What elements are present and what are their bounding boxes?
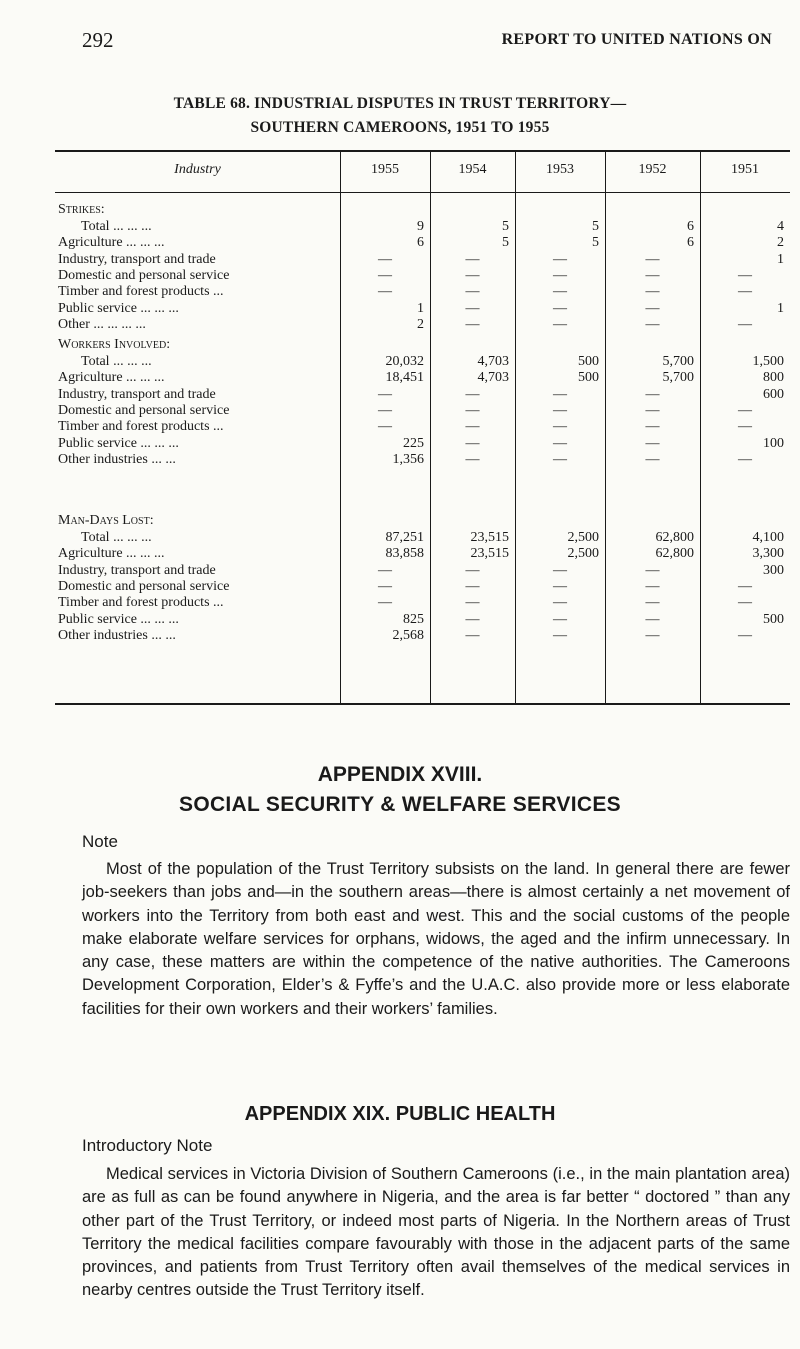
- table-cell: —: [645, 300, 660, 316]
- table-cell: 1: [777, 300, 784, 316]
- table-cell: —: [553, 435, 567, 451]
- table-cell: —: [738, 316, 752, 332]
- row-label: Industry, transport and trade: [58, 386, 216, 402]
- table-cell: 6: [687, 235, 694, 251]
- row-label: Other ... ... ... ...: [58, 316, 146, 332]
- table-row: [55, 419, 790, 435]
- table-cell: —: [738, 419, 752, 435]
- row-label: Agriculture ... ... ...: [58, 235, 165, 251]
- row-label: Industry, transport and trade: [58, 562, 216, 578]
- table-cell: —: [378, 386, 392, 402]
- table-row: [55, 452, 790, 468]
- table-cell: —: [378, 402, 392, 418]
- page-header: [82, 28, 772, 58]
- table-cell: 23,515: [470, 530, 509, 545]
- row-label: Total ... ... ...: [81, 530, 152, 545]
- table-cell: —: [738, 451, 752, 467]
- row-label: Domestic and personal service: [58, 267, 230, 283]
- appendix-18-note-heading: Note: [82, 832, 118, 851]
- table-title-line-1: TABLE 68. INDUSTRIAL DISPUTES IN TRUST TERRITORY—: [173, 95, 627, 112]
- table-cell: —: [465, 316, 480, 332]
- table-row: [55, 301, 790, 317]
- table-row: [55, 268, 790, 284]
- table-cell: —: [645, 451, 660, 467]
- table-cell: —: [645, 562, 660, 578]
- table-cell: —: [378, 419, 392, 435]
- row-label: Agriculture ... ... ...: [58, 546, 165, 562]
- table-row: [55, 579, 790, 595]
- table-cell: —: [465, 402, 480, 418]
- table-cell: —: [553, 578, 567, 594]
- table-cell: —: [645, 316, 660, 332]
- table-cell: —: [645, 627, 660, 643]
- row-label: Domestic and personal service: [58, 578, 230, 594]
- table-cell: 1,500: [752, 354, 784, 369]
- table-cell: —: [553, 300, 567, 316]
- table-cell: —: [645, 284, 660, 300]
- column-header-year: 1955: [371, 162, 399, 177]
- table-cell: —: [465, 419, 480, 435]
- table-row: [55, 403, 790, 419]
- table-cell: 825: [403, 611, 424, 627]
- table-cell: —: [553, 251, 567, 267]
- table-row: [55, 612, 790, 628]
- table-cell: 4,703: [477, 354, 509, 369]
- table-cell: —: [738, 267, 752, 283]
- page-number: 292: [82, 28, 114, 52]
- table-title-line-2: SOUTHERN CAMEROONS, 1951 TO 1955: [250, 119, 550, 136]
- table-cell: —: [465, 562, 480, 578]
- table-cell: 500: [763, 611, 784, 627]
- table-row: [55, 235, 790, 251]
- table-cell: —: [553, 267, 567, 283]
- table-cell: —: [465, 595, 480, 611]
- table-cell: 5: [592, 219, 599, 234]
- table-cell: —: [553, 562, 567, 578]
- table-cell: —: [645, 267, 660, 283]
- table-cell: —: [553, 595, 567, 611]
- table-row: [55, 252, 790, 268]
- column-header-year: 1953: [546, 162, 574, 177]
- table-cell: 4,703: [477, 370, 509, 386]
- table-cell: —: [553, 402, 567, 418]
- table-cell: 2,500: [567, 530, 599, 545]
- table-row: [55, 370, 790, 386]
- table-cell: —: [465, 267, 480, 283]
- table-cell: 6: [687, 219, 694, 234]
- table-cell: —: [645, 251, 660, 267]
- section-heading: Workers Involved:: [58, 337, 171, 352]
- appendix-19-title: APPENDIX XIX. PUBLIC HEALTH: [244, 1103, 556, 1125]
- table-row: [55, 546, 790, 562]
- table-cell: —: [738, 595, 752, 611]
- table-cell: —: [465, 386, 480, 402]
- row-label: Domestic and personal service: [58, 402, 230, 418]
- column-header-year: 1951: [731, 162, 759, 177]
- table-cell: 500: [578, 370, 599, 386]
- table-row: [55, 317, 790, 333]
- table-cell: 62,800: [655, 530, 694, 545]
- table-row: [55, 387, 790, 403]
- section-heading: Strikes:: [58, 202, 105, 217]
- appendix-18-subtitle: SOCIAL SECURITY & WELFARE SERVICES: [179, 793, 621, 816]
- table-cell: —: [645, 419, 660, 435]
- table-cell: —: [465, 578, 480, 594]
- table-cell: 5: [502, 219, 509, 234]
- table-cell: —: [465, 627, 480, 643]
- table-cell: —: [645, 386, 660, 402]
- table-cell: 2: [777, 235, 784, 251]
- table-cell: 800: [763, 370, 784, 386]
- table-cell: 20,032: [385, 354, 424, 369]
- section-heading: Man-Days Lost:: [58, 513, 154, 528]
- table-cell: 1,356: [392, 451, 424, 467]
- table-cell: —: [553, 611, 567, 627]
- table-cell: 87,251: [385, 530, 424, 545]
- table-cell: 62,800: [655, 546, 694, 562]
- table-cell: 2,568: [392, 627, 424, 643]
- table-cell: 2,500: [567, 546, 599, 562]
- table-cell: 5,700: [662, 354, 694, 369]
- table-cell: 23,515: [470, 546, 509, 562]
- table-cell: 1: [417, 300, 424, 316]
- table-cell: 600: [763, 386, 784, 402]
- column-header-year: 1952: [638, 162, 667, 177]
- table-cell: —: [553, 386, 567, 402]
- table-row: [55, 595, 790, 611]
- table-row: [55, 628, 790, 644]
- table-title: [40, 92, 760, 140]
- table-cell: —: [738, 402, 752, 418]
- table-cell: 500: [578, 354, 599, 369]
- table-cell: 225: [403, 435, 424, 451]
- row-label: Public service ... ... ...: [58, 611, 179, 627]
- table-bottom-rule: [55, 703, 790, 705]
- table-cell: 5: [592, 235, 599, 251]
- table-cell: —: [738, 627, 752, 643]
- table-cell: —: [378, 284, 392, 300]
- table-cell: 2: [417, 316, 424, 332]
- table-cell: —: [645, 578, 660, 594]
- table-cell: —: [465, 300, 480, 316]
- table-cell: —: [465, 251, 480, 267]
- row-label: Public service ... ... ...: [58, 300, 179, 316]
- table-cell: 1: [777, 251, 784, 267]
- appendix-18-title: APPENDIX XVIII.: [317, 763, 483, 786]
- table-row: [55, 284, 790, 300]
- table-row: [55, 354, 790, 370]
- table-top-rule: [55, 150, 790, 152]
- table-cell: 5,700: [662, 370, 694, 386]
- table-cell: —: [553, 419, 567, 435]
- table-cell: 9: [417, 219, 424, 234]
- row-label: Industry, transport and trade: [58, 251, 216, 267]
- table-cell: 4: [777, 219, 784, 234]
- row-label: Total ... ... ...: [81, 354, 152, 369]
- table-header-rule: [55, 192, 790, 193]
- table-cell: —: [465, 451, 480, 467]
- table-cell: —: [645, 595, 660, 611]
- table-cell: —: [465, 611, 480, 627]
- table-cell: —: [645, 402, 660, 418]
- row-label: Other industries ... ...: [58, 627, 176, 643]
- appendix-19-paragraph: Medical services in Victoria Division of Southern Cameroons (i.e., in the main plantation area) are as full as can be found anywhere in Nigeria, and the area is far better “ doctored ” than any other part of the Trust Territory, or indeed most parts of Nigeria. In the Northern areas of Trust Territory the medical facilities compare favourably with those in the adjacent parts of the same provinces, and patients from Trust Territory often avail themselves of the medical services in nearby centres outside the Trust Territory itself.: [82, 1165, 790, 1300]
- table-cell: 6: [417, 235, 424, 251]
- table-cell: 100: [763, 435, 784, 451]
- table-cell: —: [465, 284, 480, 300]
- running-head: REPORT TO UNITED NATIONS ON: [501, 31, 772, 48]
- table-cell: 3,300: [752, 546, 784, 562]
- table-cell: —: [378, 251, 392, 267]
- table-cell: —: [645, 611, 660, 627]
- column-header-year: 1954: [458, 162, 487, 177]
- table-cell: 4,100: [752, 530, 784, 545]
- row-label: Timber and forest products ...: [58, 595, 224, 611]
- table-cell: 5: [502, 235, 509, 251]
- table-row: [55, 219, 790, 235]
- table-cell: 83,858: [385, 546, 424, 562]
- table-cell: —: [465, 435, 480, 451]
- table-cell: —: [553, 451, 567, 467]
- table-cell: 18,451: [385, 370, 424, 386]
- column-header-industry: Industry: [174, 162, 221, 177]
- disputes-table: [55, 150, 790, 705]
- row-label: Other industries ... ...: [58, 451, 176, 467]
- row-label: Public service ... ... ...: [58, 435, 179, 451]
- table-row: [55, 436, 790, 452]
- table-cell: —: [378, 267, 392, 283]
- row-label: Timber and forest products ...: [58, 419, 224, 435]
- table-cell: —: [378, 595, 392, 611]
- table-cell: —: [378, 562, 392, 578]
- row-label: Agriculture ... ... ...: [58, 370, 165, 386]
- table-cell: —: [378, 578, 392, 594]
- table-cell: —: [645, 435, 660, 451]
- table-row: [55, 530, 790, 546]
- table-cell: —: [738, 578, 752, 594]
- table-cell: —: [553, 627, 567, 643]
- table-cell: —: [553, 316, 567, 332]
- row-label: Total ... ... ...: [81, 219, 152, 234]
- appendix-18-paragraph: Most of the population of the Trust Territory subsists on the land. In general there are fewer job-seekers than jobs and—in the southern areas—there is almost certainly a net movement of workers into the Territory from both east and west. This and the social customs of the people make elaborate welfare services for orphans, widows, the aged and the infirm unnecessary. In any case, these matters are within the competence of the native authorities. The Cameroons Development Corporation, Elder’s & Fyffe’s and the U.A.C. also provide more or less elaborate facilities for their own workers and their workers’ families.: [82, 860, 790, 1018]
- appendix-19-note-heading: Introductory Note: [82, 1136, 213, 1155]
- table-row: [55, 563, 790, 579]
- row-label: Timber and forest products ...: [58, 284, 224, 300]
- table-cell: —: [553, 284, 567, 300]
- table-cell: 300: [763, 562, 784, 578]
- table-cell: —: [738, 284, 752, 300]
